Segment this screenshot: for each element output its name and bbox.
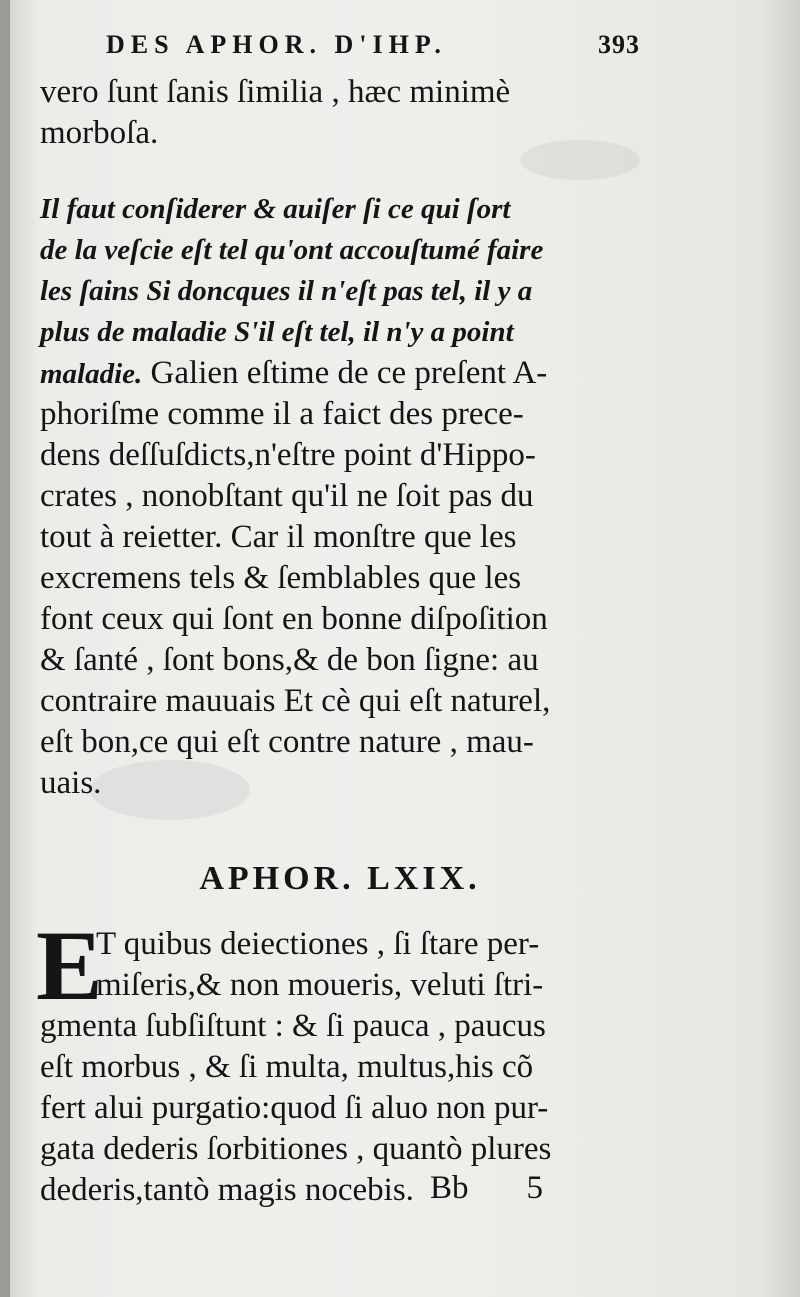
text-line: fert alui purgatio:quod ſi aluo non pur-	[40, 1090, 549, 1126]
french-commentary-italic	[40, 189, 640, 353]
text-line: vero ſunt ſanis ſimilia , hæc minimè	[40, 74, 511, 110]
signature-mark	[430, 1170, 543, 1207]
text-line	[40, 353, 640, 394]
text-line: dens deſſuſdicts,n'eſtre point d'Hippo-	[40, 437, 536, 473]
text-line: plus de maladie S'il eſt tel, il n'y a point	[40, 316, 514, 348]
text-line: gmenta ſubſiſtunt : & ſi pauca , paucus	[40, 1008, 546, 1044]
text-line: les ſains Si doncques il n'eſt pas tel, il y a	[40, 275, 533, 307]
aphorism-text	[36, 910, 640, 1211]
text-line: excremens tels & ſemblables que les	[40, 560, 522, 596]
text-line: crates , nonobſtant qu'il ne ſoit pas du	[40, 478, 534, 514]
text-line: phoriſme comme il a faict des prece-	[40, 396, 524, 432]
text-line: miſeris,& non moueris, veluti ſtri-	[96, 967, 544, 1003]
text-line: contraire mauuais Et cè qui eſt naturel,	[40, 683, 551, 719]
page-number: 393	[598, 30, 640, 59]
text-line: gata dederis ſorbitiones , quantò plures	[40, 1131, 552, 1167]
signature-letters: Bb	[430, 1170, 469, 1206]
running-head	[40, 30, 640, 72]
text-block	[36, 30, 640, 1211]
text-line: & ſanté , ſont bons,& de bon ſigne: au	[40, 642, 539, 678]
text-line: tout à reietter. Car il monſtre que les	[40, 519, 517, 555]
text-line: morboſa.	[40, 115, 159, 151]
aphorism-heading: APHOR. LXIX.	[199, 860, 481, 897]
italic-word: maladie.	[40, 358, 143, 390]
text-line: de la veſcie eſt tel qu'ont accouſtumé faire	[40, 234, 544, 266]
text-line: eſt morbus , & ſi multa, multus,his cõ	[40, 1049, 534, 1085]
text-line: dederis,tantò magis nocebis.	[40, 1172, 414, 1208]
latin-intro	[40, 72, 640, 154]
running-head-title: DES APHOR. D'IHP.	[106, 30, 447, 59]
text-line: uais.	[40, 765, 102, 801]
text-line: Il faut conſiderer & auiſer ſi ce qui ſort	[40, 193, 511, 225]
text-line: font ceux qui ſont en bonne diſpoſition	[40, 601, 548, 637]
signature-number: 5	[526, 1170, 544, 1206]
text-line: eſt bon,ce qui eſt contre nature , mau-	[40, 724, 534, 760]
roman-text: Galien eſtime de ce preſent A-	[150, 355, 548, 391]
text-line: T quibus deiectiones , ſi ſtare per-	[96, 926, 540, 962]
french-commentary-roman	[40, 394, 640, 804]
drop-cap: E	[36, 910, 103, 1021]
page-gutter	[0, 0, 10, 1297]
